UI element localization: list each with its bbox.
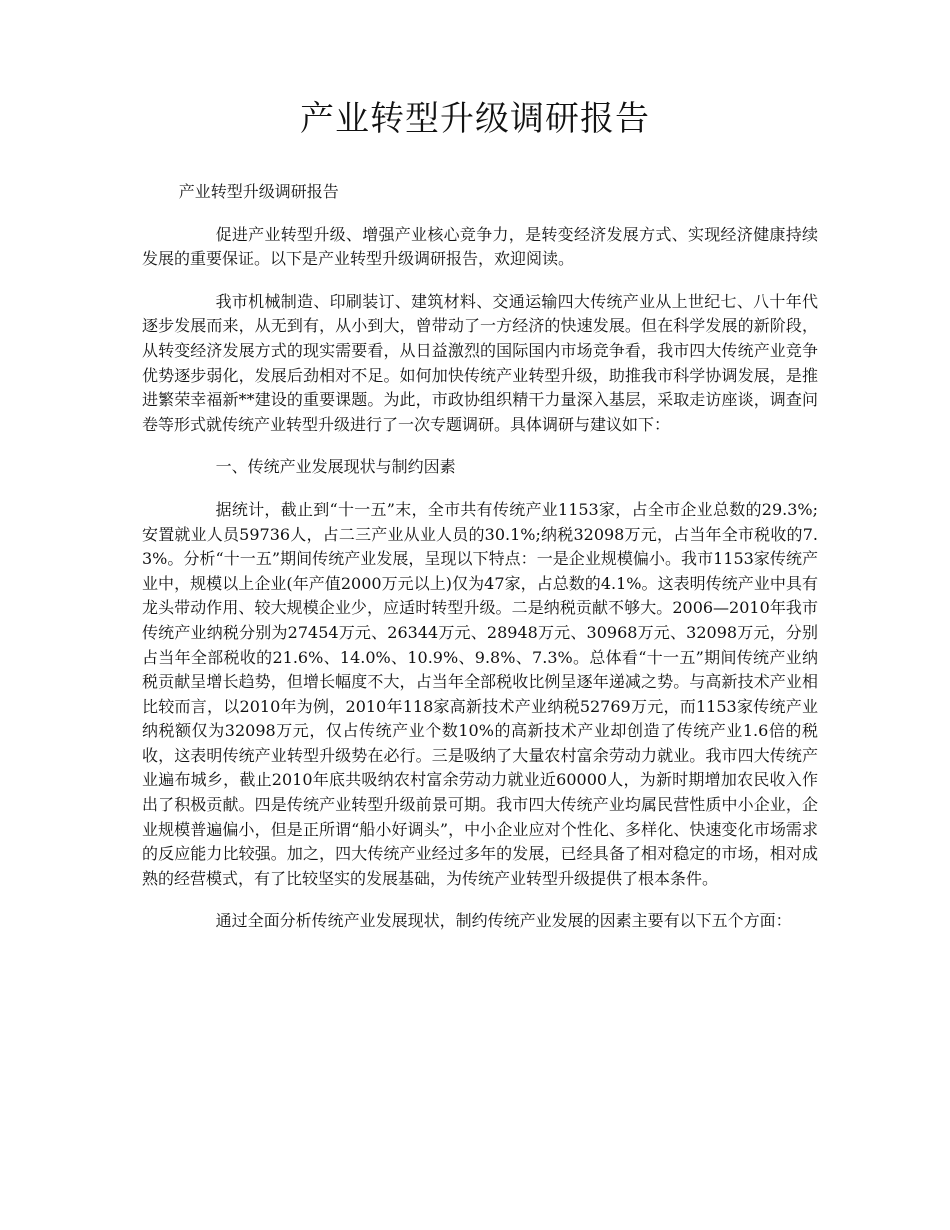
document-title: 产业转型升级调研报告 [300,99,650,139]
background-paragraph: 我市机械制造、印刷装订、建筑材料、交通运输四大传统产业从上世纪七、八十年代逐步发展而来，从无到有，从小到大，曾带动了一方经济的快速发展。但在科学发展的新阶段，从转变经济发展方式的现实需要看，从日益激烈的国际国内市场竞争看，我市四大传统产业竞争优势逐步弱化，发展后劲相对不足。如何加快传统产业转型升级，助推我市科学协调发展，是推进繁荣幸福新**建设的重要课题。为此，市政协组织精干力量深入基层，采取走访座谈，调查问卷等形式就传统产业转型升级进行了一次专题调研。具体调研与建议如下： [142,291,818,434]
statistics-paragraph: 据统计，截止到“十一五”末，全市共有传统产业1153家，占全市企业总数的29.3%;安置就业人员59736人，占二三产业从业人员的30.1%;纳税32098万元，占当年全市税收的7.3%。分析“十一五”期间传统产业发展，呈现以下特点：一是企业规模偏小。我市1153家传统产业中，规模以上企业(年产值2000万元以上)仅为47家，占总数的4.1%。这表明传统产业中具有龙头带动作用、较大规模企业少，应适时转型升级。二是纳税贡献不够大。2006—2010年我市传统产业纳税分别为27454万元、26344万元、28948万元、30968万元、32098万元，分别占当年全部税收的21.6%、14.0%、10.9%、9.8%、7.3%。总体看“十一五”期间传统产业纳税贡献呈增长趋势，但增长幅度不大，占当年全部税收比例呈逐年递减之势。与高新技术产业相比较而言，以2010年为例，2010年118家高新技术产业纳税52769万元，而1153家传统产业纳税额仅为32098万元，仅占传统产业个数10%的高新技术产业却创造了传统产业1.6倍的税收，这表明传统产业转型升级势在必行。三是吸纳了大量农村富余劳动力就业。我市四大传统产业遍布城乡，截止2010年底共吸纳农村富余劳动力就业近60000人，为新时期增加农民收入作出了积极贡献。四是传统产业转型升级前景可期。我市四大传统产业均属民营性质中小企业，企业规模普遍偏小，但是正所谓“船小好调头”，中小企业应对个性化、多样化、快速变化市场需求的反应能力比较强。加之，四大传统产业经过多年的发展，已经具备了相对稳定的市场，相对成熟的经营模式，有了比较坚实的发展基础，为传统产业转型升级提供了根本条件。 [142,499,818,888]
intro-paragraph: 促进产业转型升级、增强产业核心竞争力，是转变经济发展方式、实现经济健康持续发展的重要保证。以下是产业转型升级调研报告，欢迎阅读。 [142,224,818,269]
document-body [142,180,818,952]
section-heading: 一、传统产业发展现状与制约因素 [215,457,456,477]
subtitle-paragraph: 产业转型升级调研报告 [178,182,339,201]
factors-intro-paragraph: 通过全面分析传统产业发展现状，制约传统产业发展的因素主要有以下五个方面： [215,911,792,931]
